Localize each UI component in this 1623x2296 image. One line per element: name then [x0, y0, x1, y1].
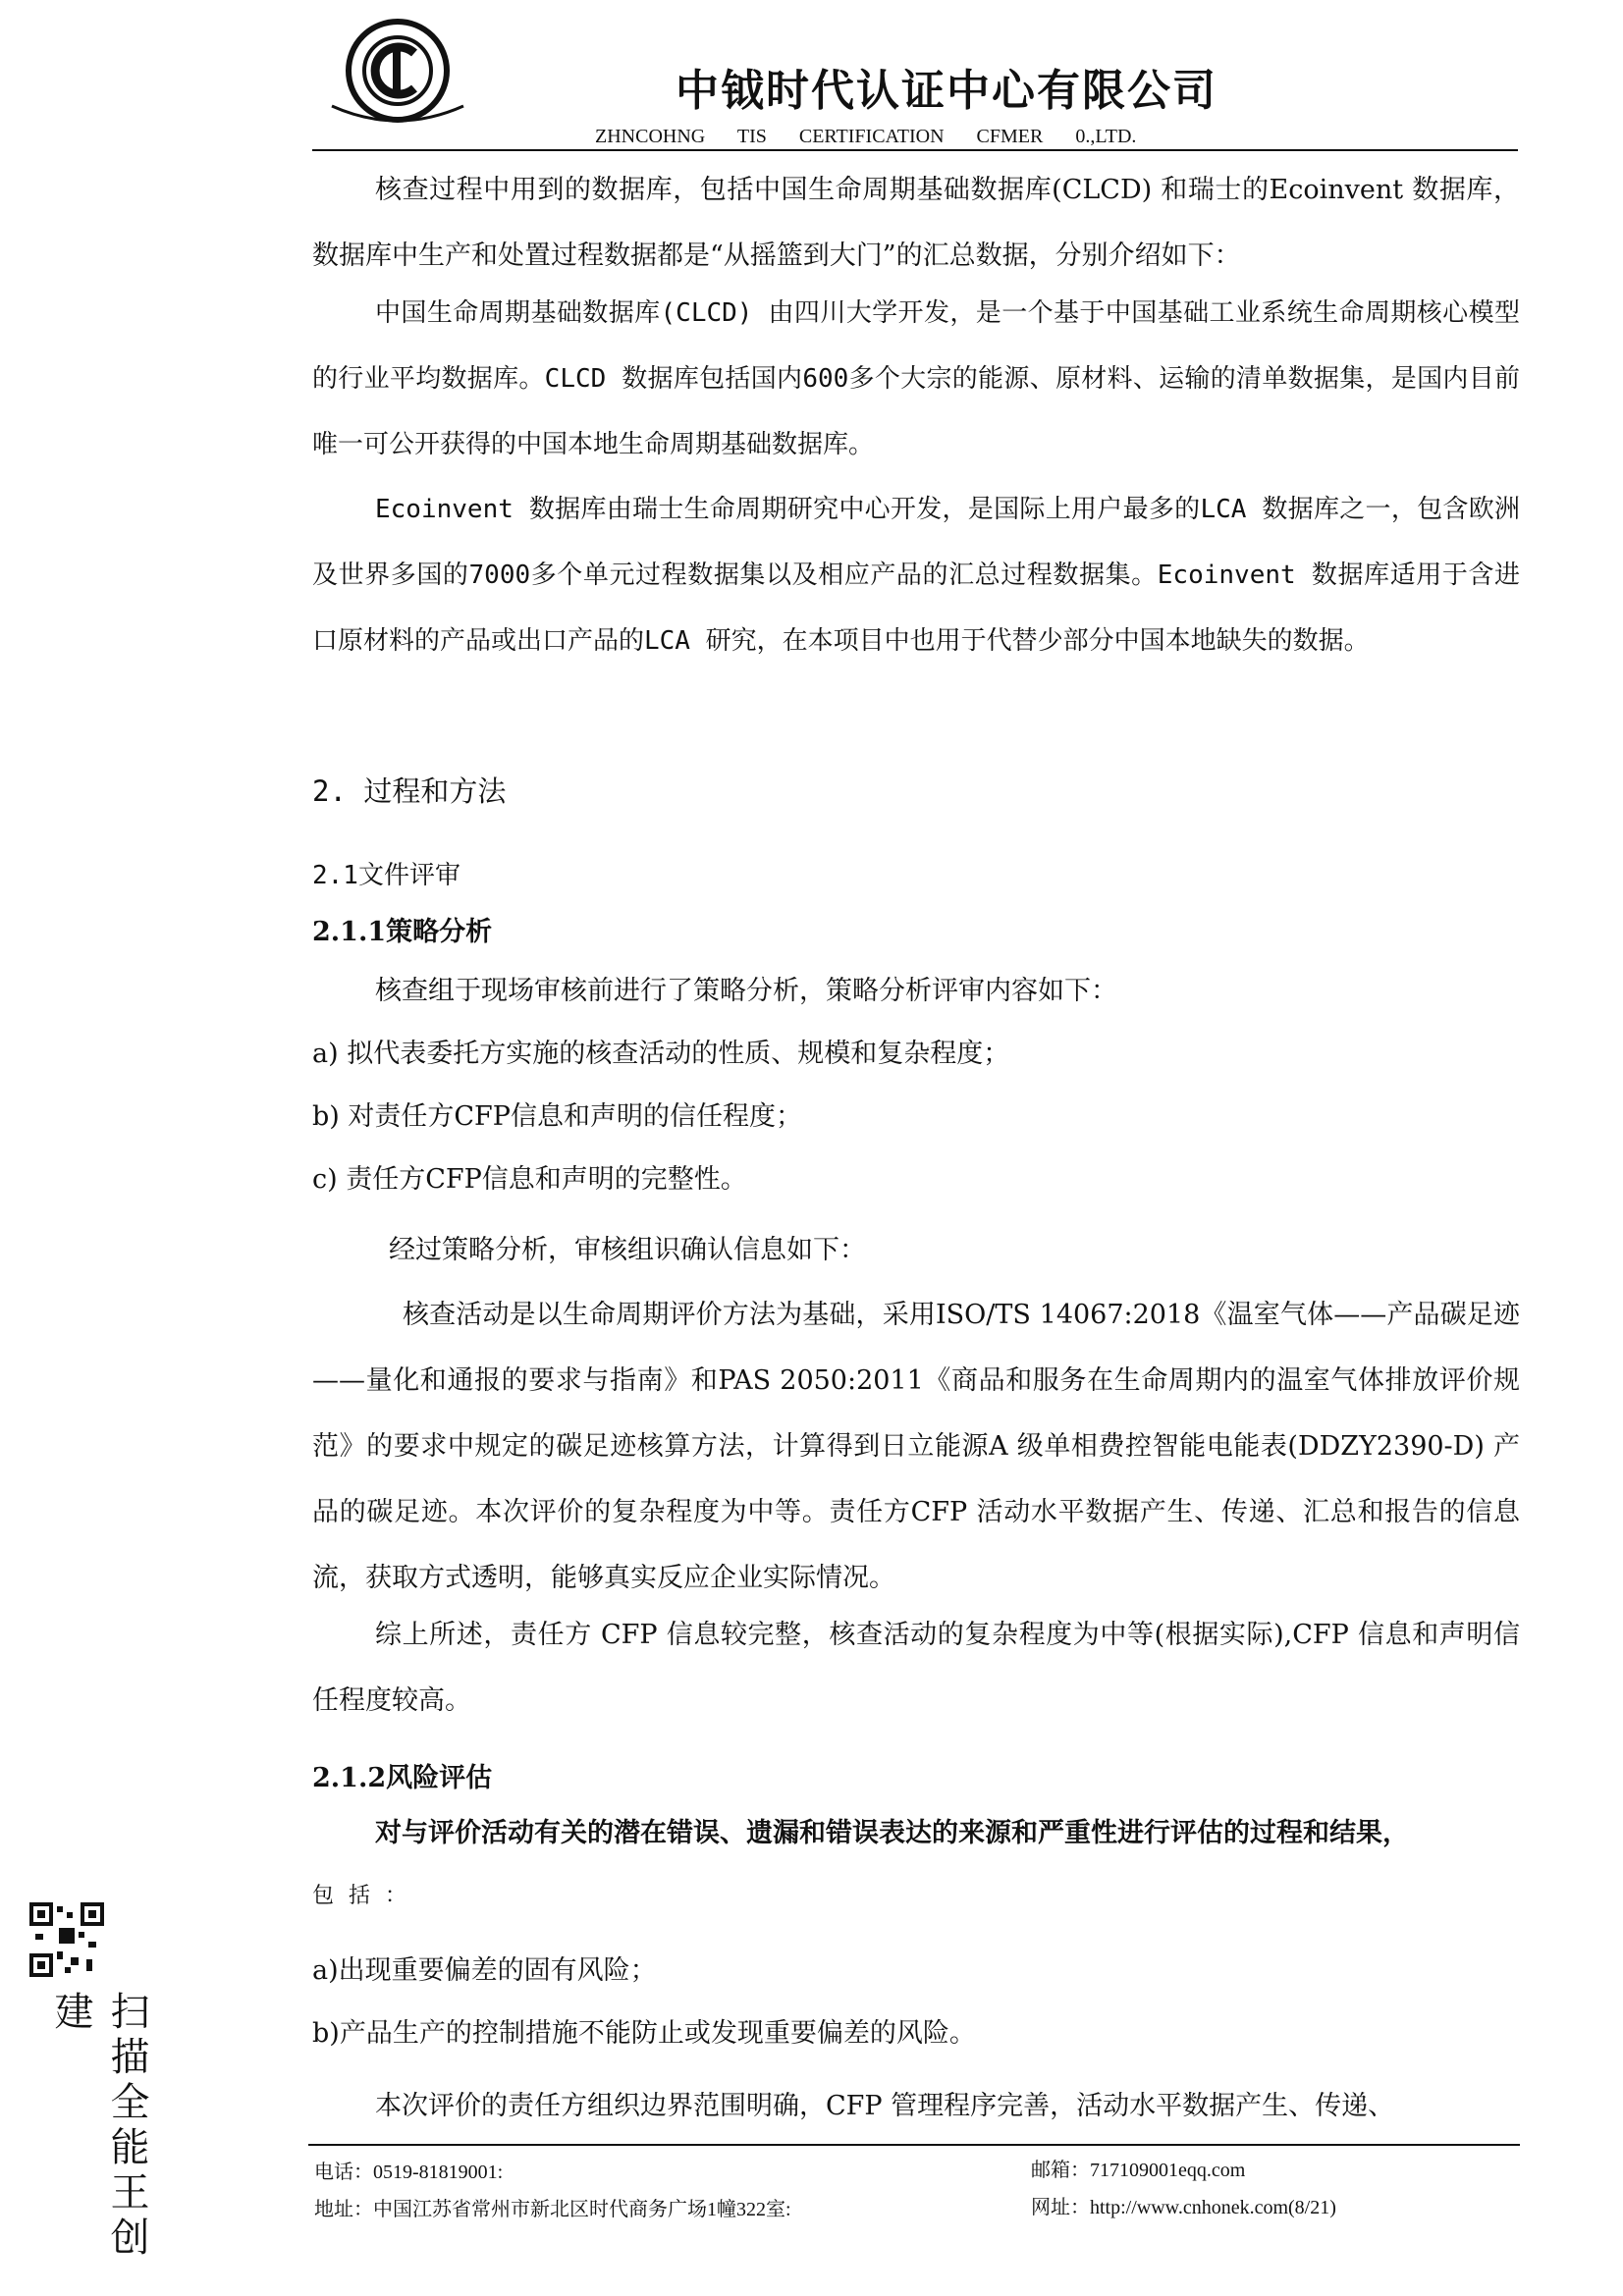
heading-doc-review: 2.1文件评审: [312, 861, 460, 890]
list-item: b) 对责任方CFP信息和声明的信任程度；: [312, 1101, 802, 1132]
text-p4: 核查组于现场审核前进行了策略分析，策略分析评审内容如下：: [375, 976, 1117, 1006]
section-heading-2-1-2: [312, 1755, 1520, 1802]
paragraph-clcd: [312, 281, 1520, 478]
text-p7: 综上所述，责任方 CFP 信息较完整，核查活动的复杂程度为中等(根据实际),CFP 信息和声明信任程度较高。: [312, 1620, 1520, 1716]
paragraph-boundary: [312, 2075, 1520, 2138]
footer-website: 网址：http://www.cnhonek.com(8/21): [1031, 2197, 1336, 2218]
risk-list: [312, 1940, 1520, 2065]
text-p8b: 包 括 ：: [312, 1884, 410, 1908]
company-name-cn: 中钺时代认证中心有限公司: [676, 66, 1217, 116]
text-p5: 经过策略分析，审核组识确认信息如下：: [389, 1235, 866, 1265]
section-heading-2: [312, 768, 1520, 815]
text-p6: 核查活动是以生命周期评价方法为基础，采用ISO/TS 14067:2018《温室气体——产品碳足迹——量化和通报的要求与指南》和PAS 2050:2011《商品和服务在生命周期内的温室气体排放评价规范》的要求中规定的碳足迹核算方法，计算得到日立能源A 级单相费控智能电能表(DDZY2390-D) 产品的碳足迹。本次评价的复杂程度为中等。责任方CFP 活动水平数据产生、传递、汇总和报告的信息流，获取方式透明，能够真实反应企业实际情况。: [312, 1300, 1520, 1593]
list-item: a)出现重要偏差的固有风险；: [312, 1955, 657, 1986]
strategy-result: [312, 1219, 1520, 1282]
company-name-en: ZHNCOHNG TIS CERTIFICATION CFMER 0.,LTD.: [595, 126, 1137, 147]
footer-rule: [308, 2144, 1520, 2146]
list-item: c) 责任方CFP信息和声明的完整性。: [312, 1164, 747, 1195]
risk-paragraph: [312, 1802, 1520, 1928]
text-p8: 对与评价活动有关的潜在错误、遗漏和错误表达的来源和严重性进行评估的过程和结果，: [375, 1818, 1409, 1848]
text-p3: Ecoinvent 数据库由瑞士生命周期研究中心开发，是国际上用户最多的LCA 数据库之一，包含欧洲及世界多国的7000多个单元过程数据集以及相应产品的汇总过程数据集。Ecoinvent 数据库适用于含进口原材料的产品或出口产品的LCA 研究，在本项目中也用于代替少部分中国本地缺失的数据。: [312, 495, 1520, 656]
text-p1: 核查过程中用到的数据库，包括中国生命周期基础数据库(CLCD) 和瑞士的Ecoinvent 数据库，数据库中生产和处置过程数据都是“从摇篮到大门”的汇总数据，分别介绍如下：: [312, 175, 1520, 271]
text-p2: 中国生命周期基础数据库(CLCD) 由四川大学开发，是一个基于中国基础工业系统生命周期核心模型的行业平均数据库。CLCD 数据库包括国内600多个大宗的能源、原材料、运输的清单数据集，是国内目前唯一可公开获得的中国本地生命周期基础数据库。: [312, 298, 1520, 459]
scanner-watermark-text: 扫描全能王创建: [48, 1991, 149, 2262]
list-item: b)产品生产的控制措施不能防止或发现重要偏差的风险。: [312, 2018, 976, 2049]
paragraph-summary: [312, 1602, 1520, 1734]
company-logo: [324, 10, 471, 137]
heading-process-method: 2. 过程和方法: [312, 774, 507, 808]
footer-phone: 电话：0519-81819001:: [314, 2162, 504, 2183]
qr-code-icon: [29, 1902, 104, 1977]
heading-strategy-analysis: 2.1.1策略分析: [312, 917, 493, 947]
header-rule: [312, 149, 1518, 151]
paragraph-ecoinvent: [312, 477, 1520, 674]
footer-address: 地址：中国江苏省常州市新北区时代商务广场1幢322室:: [314, 2199, 791, 2220]
heading-risk-assessment: 2.1.2风险评估: [312, 1763, 493, 1793]
list-item: a) 拟代表委托方实施的核查活动的性质、规模和复杂程度；: [312, 1039, 1010, 1069]
footer-email: 邮箱：717109001eqq.com: [1031, 2160, 1246, 2181]
text-p9: 本次评价的责任方组织边界范围明确，CFP 管理程序完善，活动水平数据产生、传递、: [375, 2091, 1395, 2121]
paragraph-databases: [312, 157, 1520, 289]
paragraph-verification: [312, 1282, 1520, 1611]
section-heading-2-1-1: [312, 909, 1520, 956]
section-heading-2-1: [312, 852, 1520, 899]
strategy-list: [312, 960, 1520, 1211]
